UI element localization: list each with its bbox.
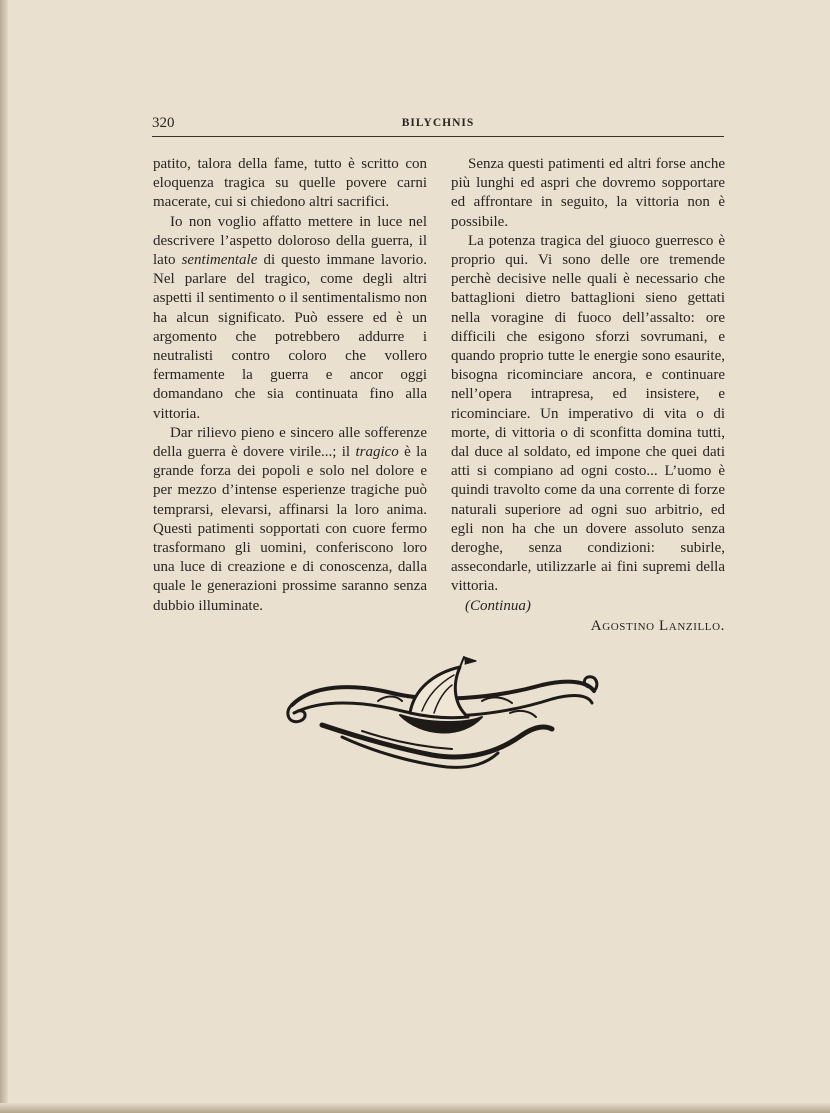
left-paragraph-2-text-a: Io non voglio affatto mettere in luce nel descrivere l’aspetto doloroso della guerra, il lato xyxy=(153,213,427,269)
left-paragraph-3-text-b: è la grande forza dei popoli e solo nel dolore e per mezzo d’intense esperienze tragiche può temprarsi, elevarsi, affinarsi la loro anima. Questi patimenti sopportati con cuore fermo trasformano gli uomini, conferiscono loro una luce di creazione e di conoscenza, dalla quale le generazioni prossime saranno senza dubbio illuminate. xyxy=(153,444,427,614)
running-head: BILYCHNIS xyxy=(401,117,475,129)
left-paragraph-3 xyxy=(153,424,427,616)
left-paragraph-2-emphasis: sentimentale xyxy=(181,252,258,269)
page-header xyxy=(152,114,724,137)
page-edge-left xyxy=(0,0,8,1113)
left-paragraph-3-text-a: Dar rilievo pieno e sincero alle sofferenze della guerra è dovere virile...; il xyxy=(153,424,427,461)
left-column xyxy=(153,155,427,616)
right-paragraph-2: La potenza tragica del giuoco guerresco è proprio qui. Vi sono delle ore tremende perchè decisive nelle quali è necessario che battaglioni dietro battaglioni sieno gettati nella voragine di fuoco dell’assalto: ore difficili che esigono sforzi sovrumani, e quando proprio tutte le energie sono esaurite, bisogna ricominciare ancora, e continuare nell’opera intrapresa, ed insistere, e ricominciare. Un imperativo di vita o di morte, di vittoria o di sconfitta domina tutti, dal duce al soldato, ed impone che quei dati atti si compiano ad ogni costo... L’uomo è quindi travolto come da una corrente di forze naturali superiore ad ogni suo arbitrio, ed egli non ha che un dovere assoluto senza deroghe, senza condizioni: subirle, assecondarle, utilizzarle ai fini supremi della vittoria. xyxy=(451,232,725,595)
left-paragraph-3-emphasis: tragico xyxy=(355,444,399,461)
left-paragraph-2-text-b: di questo immane lavorio. Nel parlare del tragico, come degli altri aspetti il sentimento o il sentimentalismo non ha alcun significato. Può essere ed è un argomento che potrebbero addurre i neutralisti contro coloro che vollero fermamente la guerra e ancor oggi domandano che sia continuata fino alla vittoria. xyxy=(153,252,428,422)
continua-text: (Continua) xyxy=(465,597,531,614)
left-paragraph-1: patito, talora della fame, tutto è scritto con eloquenza tragica su quelle povere carni macerate, cui si chiedono altri sacrifici. xyxy=(153,156,427,211)
right-column xyxy=(451,155,725,636)
ship-on-waves-ornament-icon xyxy=(282,655,600,773)
continua-note xyxy=(451,597,725,616)
page-edge-bottom xyxy=(0,1103,830,1113)
author-signature: Agostino Lanzillo. xyxy=(590,617,725,634)
page-number: 320 xyxy=(152,115,175,131)
left-paragraph-2 xyxy=(153,213,427,424)
right-paragraph-1: Senza questi patimenti ed altri forse anche più lunghi ed aspri che dovremo sopportare ed affrontare in seguito, la vittoria non è possibile. xyxy=(451,156,725,230)
